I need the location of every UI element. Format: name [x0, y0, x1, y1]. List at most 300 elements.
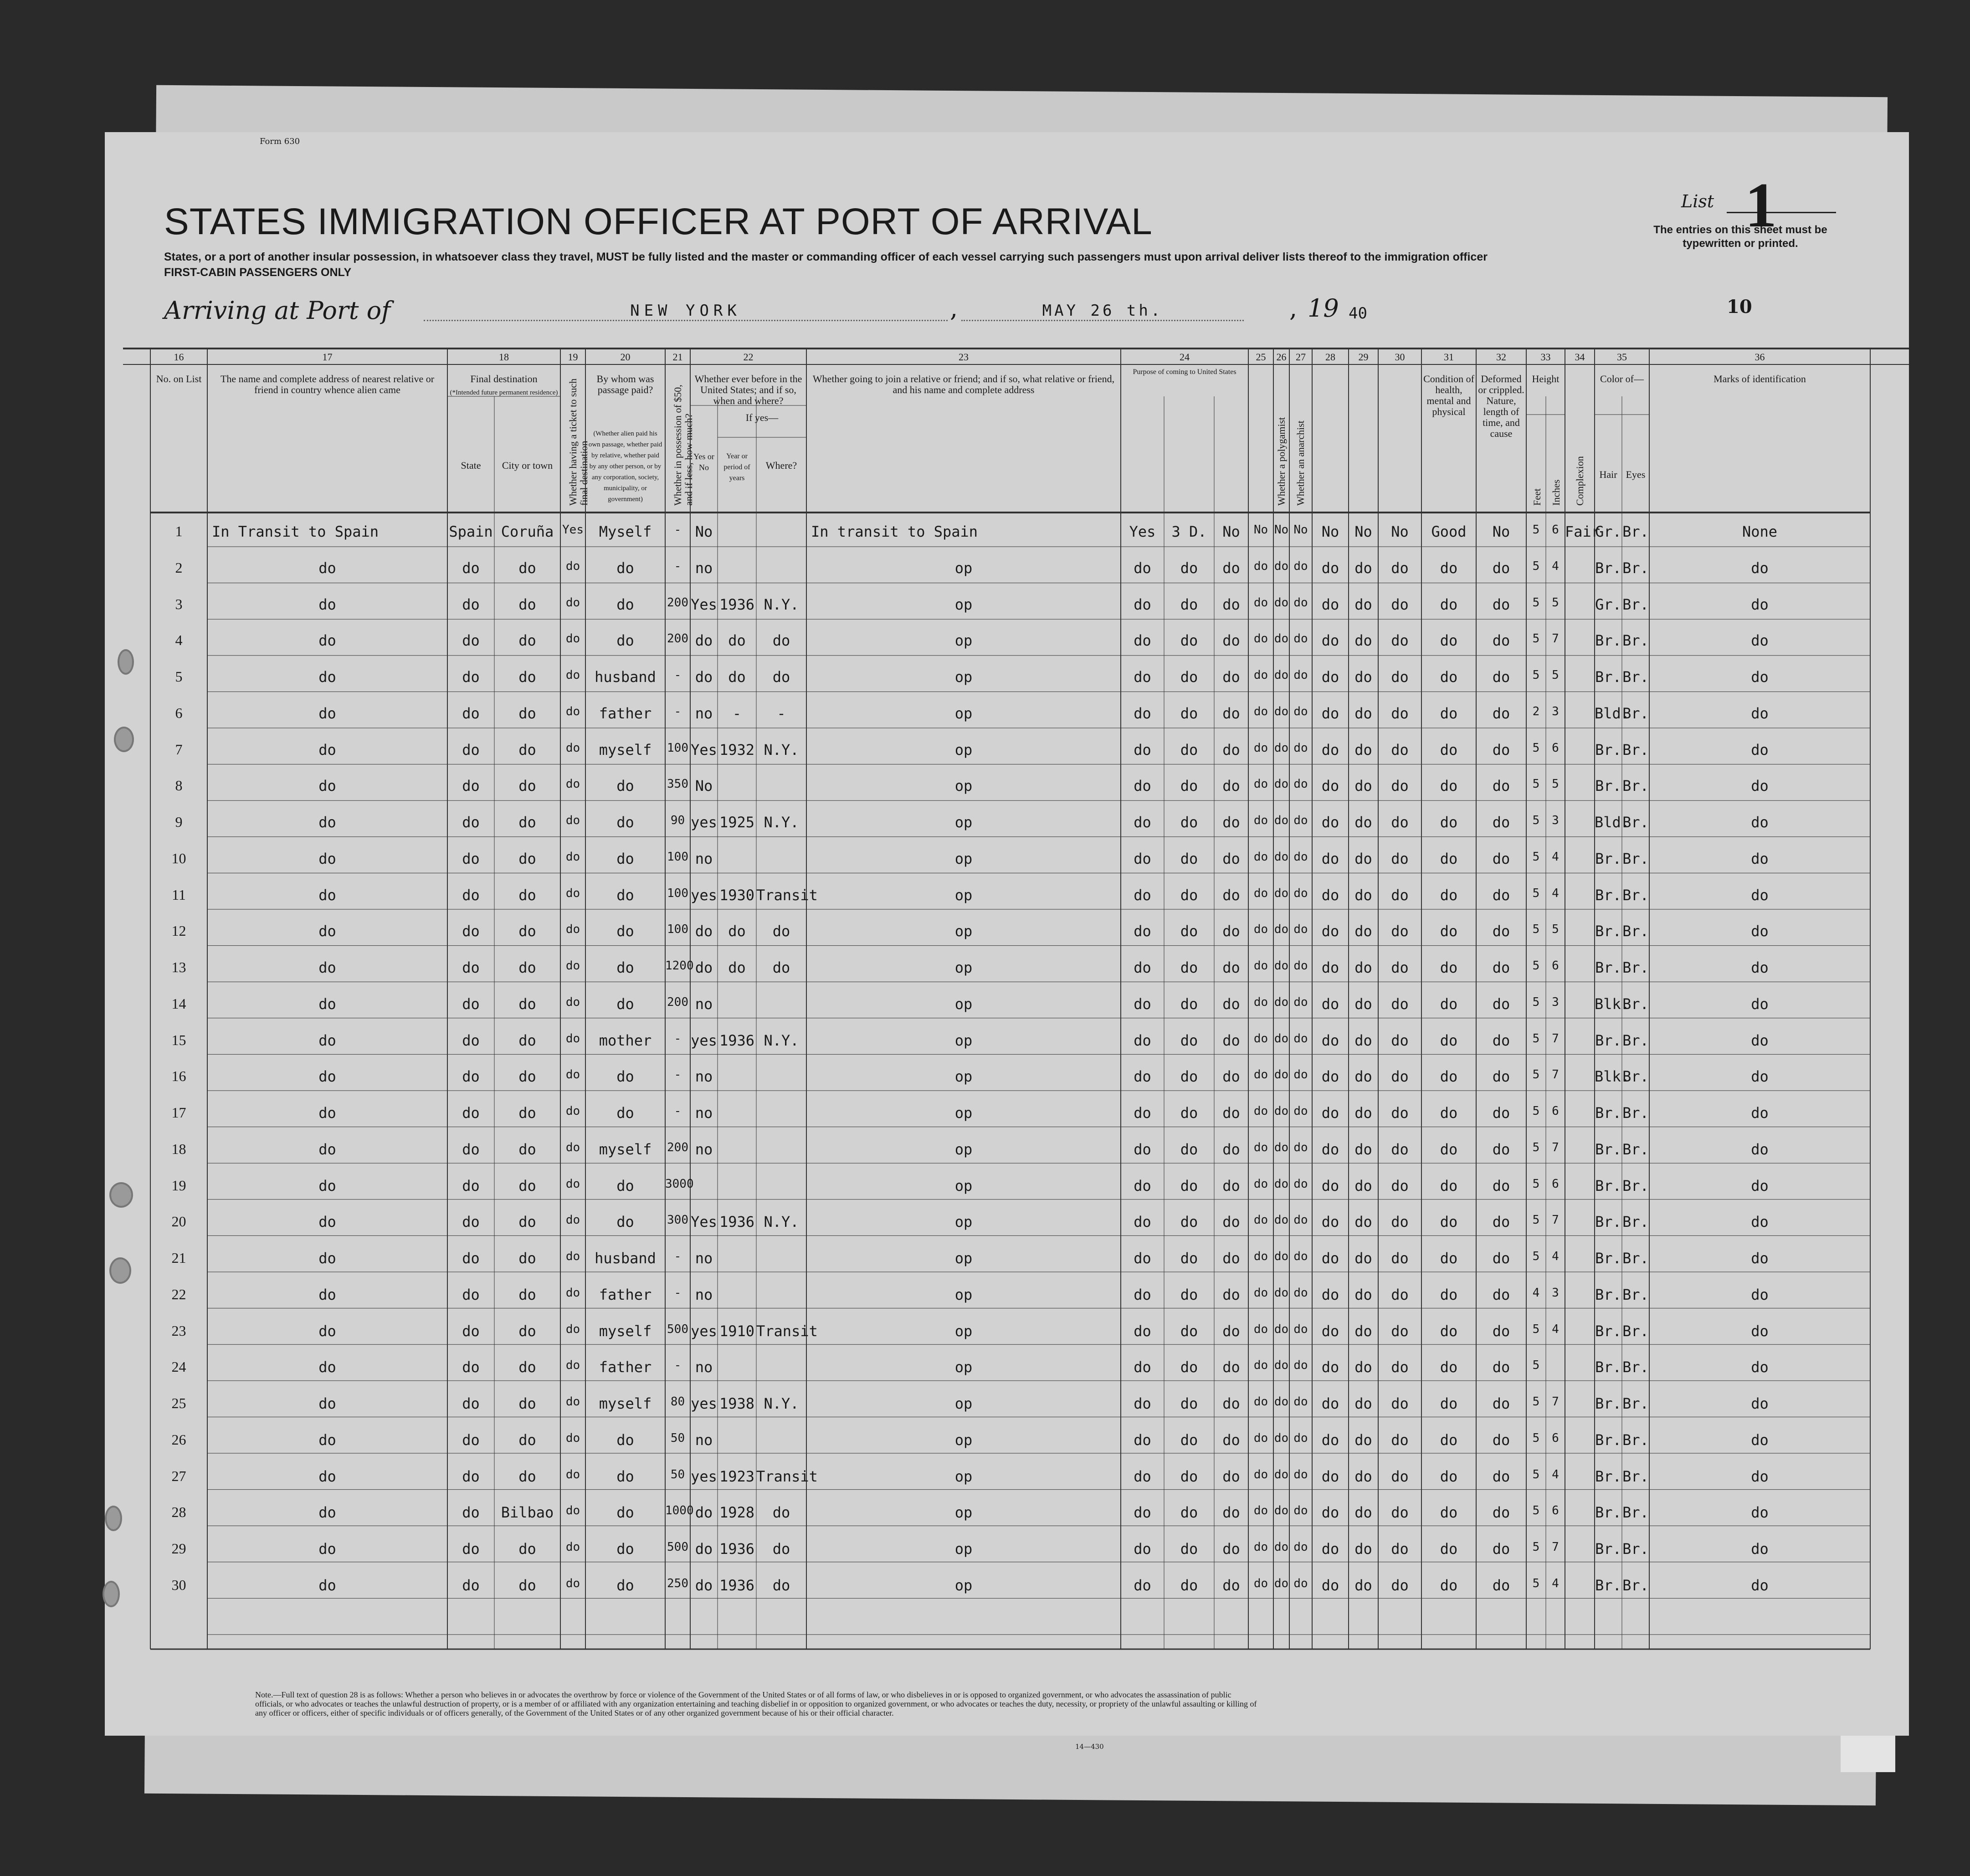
cell-relative: do [318, 923, 336, 940]
cell-marks: do [1751, 995, 1769, 1013]
cell-join: op [954, 886, 973, 904]
cell-c27: do [1293, 1358, 1308, 1373]
cell-feet: 5 [1532, 632, 1540, 646]
cell-state: do [462, 632, 480, 650]
cell-paid: Myself [599, 523, 652, 540]
cell-city: do [518, 959, 536, 976]
cell-join: op [954, 1540, 973, 1558]
cell-marks: do [1751, 1031, 1769, 1049]
cell-before: no [695, 995, 713, 1013]
cell-feet: 5 [1532, 850, 1540, 864]
cell-c25: do [1253, 559, 1268, 573]
cell-c28: do [1321, 1177, 1339, 1194]
cell-join: op [954, 1140, 973, 1158]
cell-no: 7 [175, 741, 183, 758]
cell-c24b: do [1180, 923, 1198, 940]
cell-deformed: do [1492, 923, 1510, 940]
cell-c29: do [1354, 1031, 1372, 1049]
cell-c24b: do [1180, 741, 1198, 759]
column-number: 16 [174, 351, 184, 363]
cell-health: do [1440, 1467, 1458, 1485]
cell-health: do [1440, 1068, 1458, 1086]
cell-no: 10 [171, 850, 186, 866]
cell-c27: do [1293, 741, 1308, 755]
cell-health: do [1440, 886, 1458, 904]
cell-c24c: No [1222, 523, 1240, 540]
cell-ticket: do [565, 1358, 580, 1373]
cell-c24c: do [1222, 559, 1240, 577]
cell-c26: do [1274, 1250, 1289, 1263]
cell-ticket: do [565, 850, 580, 864]
cell-feet: 5 [1532, 1576, 1540, 1590]
cell-year: 1932 [719, 741, 755, 759]
cell-c30: do [1391, 1031, 1409, 1049]
cell-c29: do [1354, 1322, 1372, 1340]
cell-state: do [462, 959, 480, 976]
cell-c24a: do [1134, 632, 1151, 650]
cell-city: do [518, 814, 536, 831]
cell-inches: 4 [1552, 886, 1559, 900]
cell-eyes: Br. [1622, 1358, 1649, 1376]
cell-deformed: do [1492, 1286, 1510, 1303]
cell-relative: do [318, 1068, 336, 1086]
cell-ticket: do [565, 1068, 580, 1082]
cell-c27: do [1293, 1068, 1308, 1082]
cell-c24a: do [1134, 1576, 1151, 1594]
cell-c26: do [1274, 995, 1289, 1009]
cell-hair: Br. [1595, 850, 1621, 867]
cell-c24b: do [1180, 1467, 1198, 1485]
cell-c30: do [1391, 1467, 1409, 1485]
cell-c24a: do [1134, 1140, 1151, 1158]
cell-c24b: do [1180, 814, 1198, 831]
cell-relative: do [318, 1322, 336, 1340]
cell-eyes: Br. [1622, 1140, 1649, 1158]
cell-c24c: do [1222, 923, 1240, 940]
cell-c29: do [1354, 1467, 1372, 1485]
cell-c25: do [1253, 1322, 1268, 1336]
cell-c28: do [1321, 632, 1339, 650]
cell-c24b: do [1180, 777, 1198, 795]
cell-paid: father [599, 704, 652, 722]
cell-hair: Br. [1595, 1286, 1621, 1303]
column-number: 25 [1256, 351, 1266, 363]
cell-c24c: do [1222, 1322, 1240, 1340]
cell-c26: do [1274, 1431, 1289, 1445]
cell-health: do [1440, 668, 1458, 686]
cell-c26: do [1274, 1540, 1289, 1554]
cell-c25: do [1253, 1540, 1268, 1554]
cell-c28: do [1321, 1576, 1339, 1594]
cell-c30: No [1391, 523, 1409, 540]
cell-c28: do [1321, 559, 1339, 577]
cell-before: yes [691, 814, 717, 831]
cell-where: Transit [756, 1467, 818, 1485]
cell-inches: 6 [1552, 1104, 1559, 1118]
cell-state: do [462, 1467, 480, 1485]
cell-inches: 5 [1552, 777, 1559, 791]
cell-city: do [518, 741, 536, 759]
cell-money: - [674, 523, 682, 537]
cell-deformed: do [1492, 814, 1510, 831]
cell-eyes: Br. [1622, 632, 1649, 650]
column-number: 36 [1755, 351, 1765, 363]
cell-relative: do [318, 1286, 336, 1303]
footnote: Note.—Full text of question 28 is as follows: Whether a person who believes in or advocates the overthrow by force or violence of the Government of the United States or of all forms of law, or who disbelieves in or is opposed to organized government, or who advocates the assassination of public officials, or who advocates or teaches the unlawful destruction of property, or is a member of or affiliated with any organization entertaining and teaching disbelief in or opposition to organized government, or who advocates or teaches the duty, necessity, or propriety of the unlawful assaulting or killing of any officer or officers, either of specific individuals or of officers generally, of the Government of the United States or of any other organized government because of his or their official character. [255, 1690, 1257, 1717]
cell-marks: do [1751, 1358, 1769, 1376]
cell-deformed: do [1492, 559, 1510, 577]
cell-feet: 5 [1532, 886, 1540, 900]
manifest-table [105, 132, 1909, 1736]
cell-hair: Blk. [1595, 995, 1630, 1013]
cell-before: no [695, 1250, 713, 1267]
cell-city: do [518, 1576, 536, 1594]
cell-eyes: Br. [1622, 1250, 1649, 1267]
cell-no: 1 [175, 523, 183, 539]
cell-eyes: Br. [1622, 1467, 1649, 1485]
cell-deformed: do [1492, 1540, 1510, 1558]
cell-c28: No [1321, 523, 1339, 540]
cell-c27: do [1293, 1031, 1308, 1046]
cell-c24a: do [1134, 886, 1151, 904]
cell-city: Coruña [501, 523, 554, 540]
cell-c25: do [1253, 595, 1268, 610]
cell-before: yes [691, 1322, 717, 1340]
comma: , [950, 294, 958, 323]
cell-hair: Br. [1595, 559, 1621, 577]
cell-money: 50 [670, 1431, 685, 1445]
cell-c27: do [1293, 886, 1308, 900]
cell-ticket: do [565, 886, 580, 900]
cell-eyes: Br. [1622, 1504, 1649, 1522]
cell-deformed: do [1492, 1358, 1510, 1376]
cell-health: do [1440, 1395, 1458, 1412]
cell-state: do [462, 1068, 480, 1086]
cell-where: N.Y. [764, 814, 799, 831]
cell-c28: do [1321, 668, 1339, 686]
cell-deformed: do [1492, 1104, 1510, 1122]
cell-ticket: do [565, 1213, 580, 1227]
cell-c25: do [1253, 1031, 1268, 1046]
cell-c26: do [1274, 1140, 1289, 1154]
column-number: 27 [1296, 351, 1306, 363]
cell-eyes: Br. [1622, 1286, 1649, 1303]
cell-money: 500 [667, 1540, 688, 1554]
cell-marks: do [1751, 1177, 1769, 1194]
cell-marks: do [1751, 1068, 1769, 1086]
cell-paid: do [616, 1576, 634, 1594]
cell-no: 24 [171, 1358, 186, 1375]
cell-c26: do [1274, 850, 1289, 864]
cell-year: 1936 [719, 1540, 755, 1558]
cell-paid: do [616, 1213, 634, 1231]
cell-health: do [1440, 559, 1458, 577]
cell-money: - [674, 1286, 682, 1300]
cell-c30: do [1391, 1140, 1409, 1158]
cell-c28: do [1321, 814, 1339, 831]
cell-inches: 3 [1552, 1286, 1559, 1300]
list-number: 1 [1745, 170, 1777, 241]
cell-feet: 5 [1532, 959, 1540, 973]
cell-health: do [1440, 1504, 1458, 1522]
cell-c25: No [1253, 523, 1268, 537]
subheader-city: City or town [502, 460, 553, 471]
cell-c27: do [1293, 1140, 1308, 1154]
cell-deformed: do [1492, 1576, 1510, 1594]
cell-c24c: do [1222, 1358, 1240, 1376]
cell-paid: do [616, 1467, 634, 1485]
cell-c30: do [1391, 923, 1409, 940]
cell-paid: husband [595, 668, 656, 686]
cell-where: Transit [756, 1322, 818, 1340]
cell-eyes: Br. [1622, 668, 1649, 686]
cell-c26: do [1274, 1467, 1289, 1481]
cell-paid: do [616, 1431, 634, 1449]
cell-money: 250 [667, 1576, 688, 1590]
cell-hair: Bld. [1595, 814, 1630, 831]
cell-health: do [1440, 632, 1458, 650]
cell-c25: do [1253, 704, 1268, 718]
column-header: Deformed or crippled. Nature, length of time, and cause [1478, 373, 1524, 439]
cell-c24a: do [1134, 595, 1151, 613]
cell-year: 1928 [719, 1504, 755, 1522]
cell-feet: 5 [1532, 1068, 1540, 1082]
cell-c30: do [1391, 1576, 1409, 1594]
cell-paid: do [616, 777, 634, 795]
cell-marks: do [1751, 1576, 1769, 1594]
cell-c24c: do [1222, 1576, 1240, 1594]
cell-before: yes [691, 1031, 717, 1049]
cell-c24b: do [1180, 1140, 1198, 1158]
cell-c27: do [1293, 1213, 1308, 1227]
subheader-if-yes: If yes— [745, 412, 779, 423]
cell-c24c: do [1222, 777, 1240, 795]
cell-c27: do [1293, 1104, 1308, 1118]
cell-no: 30 [171, 1576, 186, 1593]
column-header: Final destination [470, 373, 538, 384]
cell-hair: Br. [1595, 1250, 1621, 1267]
cell-no: 21 [171, 1250, 186, 1266]
cell-deformed: do [1492, 741, 1510, 759]
cell-hair: Br. [1595, 1540, 1621, 1558]
cell-money: - [674, 704, 682, 718]
cell-money: 200 [667, 632, 688, 646]
cell-c24c: do [1222, 995, 1240, 1013]
cell-where: N.Y. [764, 595, 799, 613]
cell-join: op [954, 1068, 973, 1086]
cell-c24a: do [1134, 1395, 1151, 1412]
cell-relative: do [318, 1358, 336, 1376]
cell-hair: Br. [1595, 1576, 1621, 1594]
cell-paid: do [616, 559, 634, 577]
cell-state: do [462, 1504, 480, 1522]
cell-c30: do [1391, 1286, 1409, 1303]
cell-state: do [462, 995, 480, 1013]
cell-ticket: do [565, 1322, 580, 1336]
cell-c29: do [1354, 1286, 1372, 1303]
column-number: 17 [322, 351, 333, 363]
cell-deformed: do [1492, 777, 1510, 795]
cell-inches: 6 [1552, 1504, 1559, 1518]
column-header: Whether ever before in the United States; and if so, when and where? [694, 373, 802, 406]
cell-inches: 5 [1552, 668, 1559, 682]
cell-relative: do [318, 559, 336, 577]
cell-c24c: do [1222, 1431, 1240, 1449]
cell-eyes: Br. [1622, 814, 1649, 831]
cell-paid: do [616, 814, 634, 831]
cell-ticket: do [565, 1250, 580, 1263]
cell-money: - [674, 1104, 682, 1118]
cell-c24a: do [1134, 559, 1151, 577]
cell-deformed: do [1492, 1395, 1510, 1412]
cell-eyes: Br. [1622, 923, 1649, 940]
cell-city: do [518, 704, 536, 722]
cell-before: do [695, 959, 713, 976]
page-title: STATES IMMIGRATION OFFICER AT PORT OF ARRIVAL [164, 201, 1153, 242]
cell-c27: do [1293, 559, 1308, 573]
cell-feet: 5 [1532, 595, 1540, 610]
cell-money: 200 [667, 595, 688, 610]
cell-hair: Br. [1595, 1504, 1621, 1522]
cell-hair: Br. [1595, 959, 1621, 976]
cell-ticket: do [565, 1467, 580, 1481]
cell-relative: do [318, 1467, 336, 1485]
cell-c29: No [1354, 523, 1372, 540]
cell-inches: 6 [1552, 1177, 1559, 1191]
cell-city: do [518, 1068, 536, 1086]
cell-feet: 5 [1532, 559, 1540, 573]
cell-money: 1200 [665, 959, 694, 973]
year-prefix: 19 [1308, 294, 1339, 323]
cell-where: - [777, 704, 786, 722]
cell-where: N.Y. [764, 741, 799, 759]
cell-before: no [695, 1104, 713, 1122]
cell-before: no [695, 559, 713, 577]
cell-join: op [954, 1358, 973, 1376]
cell-c25: do [1253, 959, 1268, 973]
cell-c28: do [1321, 741, 1339, 759]
column-number: 34 [1575, 351, 1585, 363]
cell-join: op [954, 1504, 973, 1522]
cell-c28: do [1321, 1504, 1339, 1522]
cell-state: do [462, 1576, 480, 1594]
cell-paid: do [616, 959, 634, 976]
cell-money: - [674, 668, 682, 682]
cell-marks: do [1751, 1431, 1769, 1449]
cell-paid: myself [599, 1140, 652, 1158]
cell-eyes: Br. [1622, 850, 1649, 867]
cell-join: op [954, 741, 973, 759]
cell-city: do [518, 632, 536, 650]
column-header: Color of— [1600, 373, 1644, 384]
cell-c24c: do [1222, 1467, 1240, 1485]
cell-join: op [954, 1031, 973, 1049]
column-number: 22 [743, 351, 754, 363]
cell-health: do [1440, 1213, 1458, 1231]
cell-ticket: do [565, 995, 580, 1009]
cell-marks: do [1751, 1540, 1769, 1558]
cell-city: do [518, 668, 536, 686]
cell-before: do [695, 1540, 713, 1558]
cell-relative: do [318, 1431, 336, 1449]
cell-eyes: Br. [1622, 1395, 1649, 1412]
cell-hair: Br. [1595, 777, 1621, 795]
cell-inches: 4 [1552, 850, 1559, 864]
cell-marks: do [1751, 741, 1769, 759]
cell-c26: do [1274, 1322, 1289, 1336]
cell-ticket: do [565, 1104, 580, 1118]
cell-year: 1910 [719, 1322, 755, 1340]
cell-c24a: do [1134, 1031, 1151, 1049]
cell-health: do [1440, 1104, 1458, 1122]
cell-inches: 6 [1552, 959, 1559, 973]
cell-health: do [1440, 959, 1458, 976]
column-header: Purpose of coming to United States [1133, 368, 1236, 376]
cell-feet: 5 [1532, 923, 1540, 937]
cell-before: No [695, 777, 713, 795]
cell-money: 1000 [665, 1504, 694, 1518]
cell-feet: 5 [1532, 1104, 1540, 1118]
cell-c28: do [1321, 850, 1339, 867]
cell-c26: do [1274, 704, 1289, 718]
column-header: Complexion [1574, 456, 1585, 506]
cell-c25: do [1253, 814, 1268, 827]
cell-marks: do [1751, 632, 1769, 650]
cell-state: do [462, 1431, 480, 1449]
cell-before: Yes [691, 1213, 717, 1231]
cell-marks: do [1751, 814, 1769, 831]
cell-no: 17 [171, 1104, 186, 1121]
cell-health: do [1440, 777, 1458, 795]
cell-relative: do [318, 995, 336, 1013]
cell-no: 28 [171, 1504, 186, 1521]
cell-c28: do [1321, 1322, 1339, 1340]
cell-c26: do [1274, 595, 1289, 610]
cell-where: N.Y. [764, 1213, 799, 1231]
cell-year: - [732, 704, 742, 722]
subheader-inches: Inches [1550, 479, 1562, 506]
cell-c24b: do [1180, 1395, 1198, 1412]
cell-marks: do [1751, 777, 1769, 795]
column-header: Condition of health, mental and physical [1423, 373, 1474, 417]
cell-no: 12 [171, 923, 186, 939]
cell-health: do [1440, 1576, 1458, 1594]
cell-c25: do [1253, 1140, 1268, 1154]
cell-join: op [954, 1431, 973, 1449]
cell-inches: 7 [1552, 1213, 1559, 1227]
cell-relative: do [318, 959, 336, 976]
cell-join: op [954, 559, 973, 577]
cell-c24c: do [1222, 595, 1240, 613]
cell-no: 15 [171, 1031, 186, 1048]
cell-c24c: do [1222, 1286, 1240, 1303]
cell-no: 18 [171, 1140, 186, 1157]
cell-complexion: Fair [1565, 523, 1601, 540]
cell-ticket: do [565, 632, 580, 646]
cell-c27: do [1293, 595, 1308, 610]
cell-c24a: do [1134, 1177, 1151, 1194]
cell-ticket: do [565, 704, 580, 718]
cell-c28: do [1321, 1031, 1339, 1049]
cell-c24b: do [1180, 1104, 1198, 1122]
cell-c30: do [1391, 850, 1409, 867]
cell-c29: do [1354, 995, 1372, 1013]
cell-city: do [518, 1177, 536, 1194]
subheader-yes-no: Yes or No [693, 452, 714, 472]
cell-join: op [954, 1395, 973, 1412]
cell-relative: do [318, 595, 336, 613]
cell-c30: do [1391, 704, 1409, 722]
